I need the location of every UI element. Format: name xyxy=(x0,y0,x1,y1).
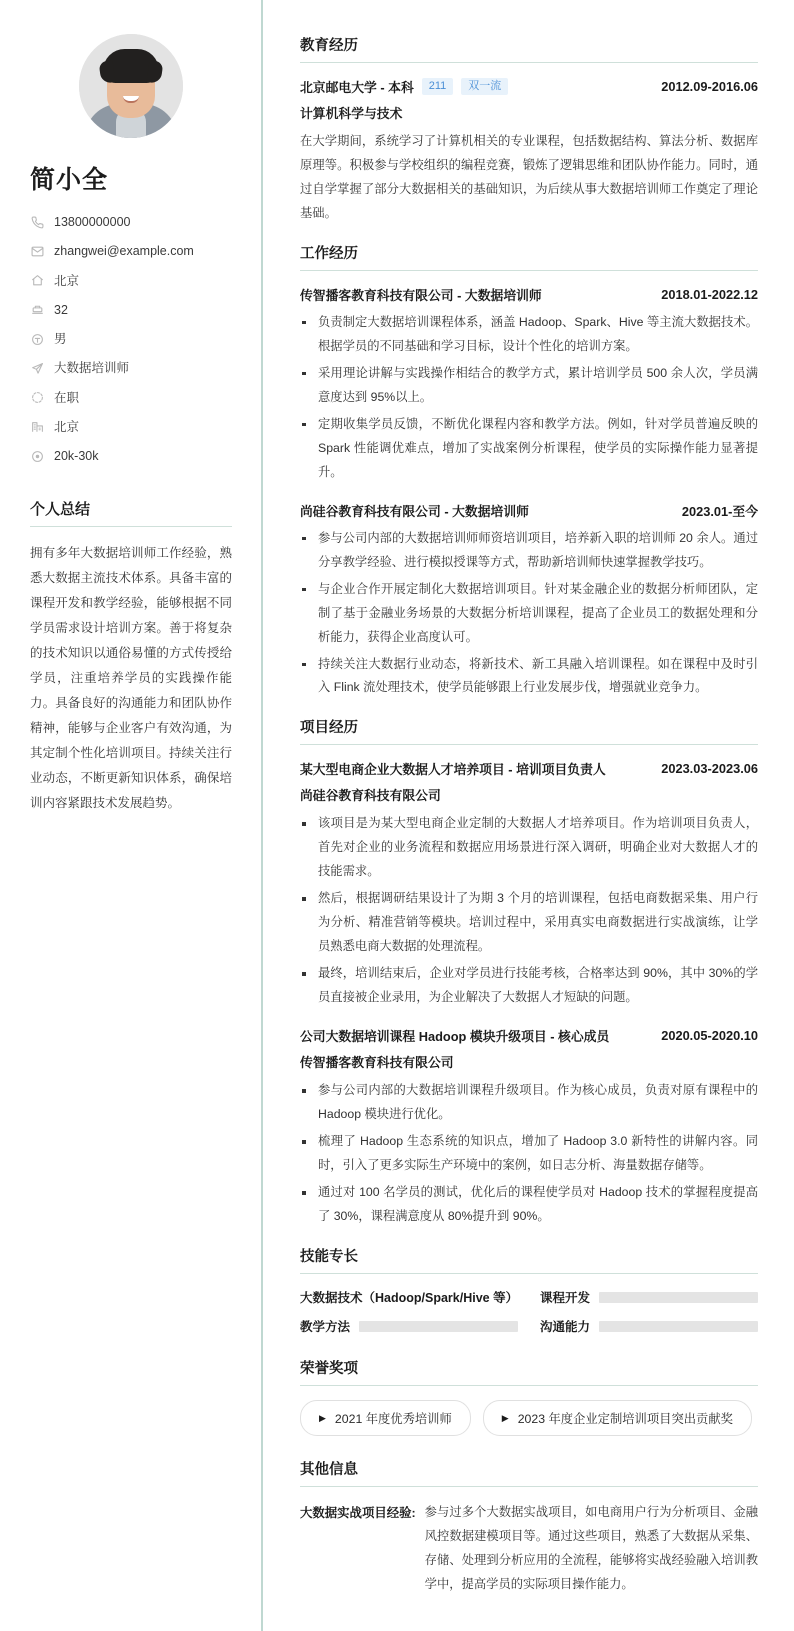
work-entry-head xyxy=(300,501,758,520)
avatar xyxy=(79,34,183,138)
other-row xyxy=(300,1501,758,1597)
work-bullets xyxy=(300,311,758,485)
education-tag-211: 211 xyxy=(422,78,454,96)
summary-section-title: 个人总结 xyxy=(30,498,232,527)
mail-icon xyxy=(30,244,44,258)
skill-label: 沟通能力 xyxy=(540,1320,591,1334)
contact-item-job-status xyxy=(30,390,232,406)
contact-value-city: 北京 xyxy=(54,419,80,434)
education-section-title: 教育经历 xyxy=(300,34,758,63)
section-other xyxy=(300,1458,758,1597)
other-value: 参与过多个大数据实战项目，如电商用户行为分析项目、金融风控数据建模项目等。通过这些项目，熟悉了大数据从采集、存储、处理到分析应用的全流程，能够将实战经验融入培训教学中，提高学员的实际项目操作能力。 xyxy=(424,1505,758,1591)
skill-item xyxy=(540,1288,758,1306)
play-triangle-icon: ▶ xyxy=(501,1412,509,1423)
education-tag-shuangyiliu: 双一流 xyxy=(461,78,508,96)
education-date: 2012.09-2016.06 xyxy=(661,79,758,94)
skill-item xyxy=(540,1317,758,1335)
education-major: 计算机科学与技术 xyxy=(300,106,403,121)
work-date: 2018.01-2022.12 xyxy=(661,286,758,302)
contact-item-email xyxy=(30,243,232,259)
contact-value-email: zhangwei@example.com xyxy=(54,244,194,259)
contact-item-gender xyxy=(30,331,232,347)
award-chip[interactable] xyxy=(483,1400,752,1436)
section-education xyxy=(300,34,758,226)
project-entry xyxy=(300,759,758,1010)
phone-icon xyxy=(30,215,44,229)
contact-value-job-status: 在职 xyxy=(54,390,80,405)
home-icon xyxy=(30,274,44,288)
list-item: 参与公司内部的大数据培训课程升级项目。作为核心成员，负责对原有课程中的 Hadoop 模块进行优化。 xyxy=(300,1079,758,1127)
target-icon xyxy=(30,361,44,375)
awards-list xyxy=(300,1400,758,1436)
work-date: 2023.01-至今 xyxy=(681,503,758,519)
project-bullets xyxy=(300,812,758,1010)
salary-icon xyxy=(30,449,44,463)
work-bullets xyxy=(300,527,758,701)
list-item: 然后，根据调研结果设计了为期 3 个月的培训课程，包括电商数据采集、用户行为分析、精准营销等模块。培训过程中，采用真实电商数据进行实战演练，让学员熟悉电商大数据的处理流程。 xyxy=(300,887,758,959)
project-date: 2023.03-2023.06 xyxy=(661,761,758,777)
education-description: 在大学期间，系统学习了计算机相关的专业课程，包括数据结构、算法分析、数据库原理等。积极参与学校组织的编程竞赛，锻炼了逻辑思维和团队协作能力。同时，通过自学掌握了部分大数据相关的基础知识，为后续从事大数据培训师工作奠定了理论基础。 xyxy=(300,134,758,220)
contact-value-position: 大数据培训师 xyxy=(54,361,130,376)
skill-label: 教学方法 xyxy=(300,1320,351,1334)
work-entry-head xyxy=(300,285,758,304)
skills-section-title: 技能专长 xyxy=(300,1245,758,1274)
project-bullets xyxy=(300,1079,758,1229)
work-section-title: 工作经历 xyxy=(300,242,758,271)
gender-icon xyxy=(30,332,44,346)
section-work xyxy=(300,242,758,701)
project-company: 传智播客教育科技有限公司 xyxy=(300,1055,454,1071)
contact-item-hometown xyxy=(30,273,232,289)
education-entry xyxy=(300,77,758,226)
work-company: 传智播客教育科技有限公司 - 大数据培训师 xyxy=(300,287,542,303)
city-icon xyxy=(30,420,44,434)
section-skills xyxy=(300,1245,758,1335)
skill-label: 大数据技术（Hadoop/Spark/Hive 等） xyxy=(300,1291,518,1305)
play-triangle-icon: ▶ xyxy=(319,1412,326,1423)
skill-bar xyxy=(359,1321,518,1332)
skill-item xyxy=(300,1317,518,1335)
avatar-wrapper xyxy=(30,34,232,138)
contact-list xyxy=(30,214,232,464)
contact-value-age: 32 xyxy=(54,302,68,317)
skill-bar xyxy=(599,1292,758,1303)
project-entry-head xyxy=(300,759,758,778)
sidebar-divider xyxy=(261,0,263,1631)
other-label: 大数据实战项目经验: xyxy=(300,1506,416,1520)
list-item: 定期收集学员反馈，不断优化课程内容和教学方法。例如，针对学员普遍反映的 Spark 性能调优难点，增加了实战案例分析课程，使学员的实际操作能力显著提升。 xyxy=(300,413,758,485)
education-entry-head-left xyxy=(300,77,508,96)
education-entry-head xyxy=(300,77,758,96)
contact-item-age xyxy=(30,302,232,318)
work-company: 尚硅谷教育科技有限公司 - 大数据培训师 xyxy=(300,503,529,519)
contact-value-hometown: 北京 xyxy=(54,273,80,288)
award-chip[interactable] xyxy=(300,1400,471,1436)
list-item: 该项目是为某大型电商企业定制的大数据人才培养项目。作为培训项目负责人，首先对企业的业务流程和数据应用场景进行深入调研，明确企业对大数据人才的技能需求。 xyxy=(300,812,758,884)
list-item: 持续关注大数据行业动态，将新技术、新工具融入培训课程。如在课程中及时引入 Flink 流处理技术，使学员能够跟上行业发展步伐，增强就业竞争力。 xyxy=(300,653,758,701)
list-item: 最终，培训结束后，企业对学员进行技能考核，合格率达到 90%，其中 30%的学员直接被企业录用，为企业解决了大数据人才短缺的问题。 xyxy=(300,962,758,1010)
project-date: 2020.05-2020.10 xyxy=(661,1028,758,1044)
age-icon xyxy=(30,303,44,317)
project-name: 某大型电商企业大数据人才培养项目 - 培训项目负责人 xyxy=(300,762,606,778)
projects-section-title: 项目经历 xyxy=(300,716,758,745)
project-entry xyxy=(300,1026,758,1229)
work-entry xyxy=(300,501,758,701)
project-company: 尚硅谷教育科技有限公司 xyxy=(300,788,441,804)
list-item: 负责制定大数据培训课程体系，涵盖 Hadoop、Spark、Hive 等主流大数据技术。根据学员的不同基础和学习目标，设计个性化的培训方案。 xyxy=(300,311,758,359)
list-item: 与企业合作开展定制化大数据培训项目。针对某金融企业的数据分析师团队，定制了基于金融业务场景的大数据分析培训课程，提高了企业员工的数据处理和分析能力，获得企业高度认可。 xyxy=(300,578,758,650)
contact-value-salary: 20k-30k xyxy=(54,449,99,463)
status-icon xyxy=(30,391,44,405)
list-item: 采用理论讲解与实践操作相结合的教学方式，累计培训学员 500 余人次，学员满意度达到 95%以上。 xyxy=(300,362,758,410)
list-item: 通过对 100 名学员的测试，优化后的课程使学员对 Hadoop 技术的掌握程度提高了 30%，课程满意度从 80%提升到 90%。 xyxy=(300,1181,758,1229)
section-projects xyxy=(300,716,758,1229)
list-item: 梳理了 Hadoop 生态系统的知识点，增加了 Hadoop 3.0 新特性的讲解内容。同时，引入了更多实际生产环境中的案例，如日志分析、海量数据存储等。 xyxy=(300,1130,758,1178)
award-label: 2021 年度优秀培训师 xyxy=(334,1412,452,1426)
contact-item-position xyxy=(30,360,232,376)
education-school: 北京邮电大学 - 本科 xyxy=(300,80,414,95)
summary-text: 拥有多年大数据培训师工作经验，熟悉大数据主流技术体系。具备丰富的课程开发和教学经验，能够根据不同学员需求设计培训方案。善于将复杂的技术知识以通俗易懂的方式传授给学员，注重培养学员的实践操作能力。具备良好的沟通能力和团队协作精神，能够与企业客户有效沟通，为其定制个性化培训项目。持续关注行业动态，不断更新知识体系，确保培训内容紧跟技术发展趋势。 xyxy=(30,546,232,811)
skills-grid xyxy=(300,1288,758,1335)
project-entry-head xyxy=(300,1026,758,1045)
awards-section-title: 荣誉奖项 xyxy=(300,1357,758,1386)
list-item: 参与公司内部的大数据培训师师资培训项目，培养新入职的培训师 20 余人。通过分享教学经验、进行模拟授课等方式，帮助新培训师快速掌握教学技巧。 xyxy=(300,527,758,575)
skill-label: 课程开发 xyxy=(540,1291,591,1305)
other-section-title: 其他信息 xyxy=(300,1458,758,1487)
section-awards xyxy=(300,1357,758,1436)
contact-value-phone: 13800000000 xyxy=(54,215,131,229)
contact-item-salary xyxy=(30,448,232,464)
main-content xyxy=(262,0,794,1631)
sidebar xyxy=(0,0,262,1631)
skill-item xyxy=(300,1288,518,1306)
project-name: 公司大数据培训课程 Hadoop 模块升级项目 - 核心成员 xyxy=(300,1029,610,1045)
contact-item-phone xyxy=(30,214,232,230)
award-label: 2023 年度企业定制培训项目突出贡献奖 xyxy=(517,1412,733,1426)
contact-item-city xyxy=(30,419,232,435)
contact-value-gender: 男 xyxy=(54,332,67,346)
page-title: 简小全 xyxy=(30,166,109,194)
skill-bar xyxy=(599,1321,758,1332)
work-entry xyxy=(300,285,758,485)
